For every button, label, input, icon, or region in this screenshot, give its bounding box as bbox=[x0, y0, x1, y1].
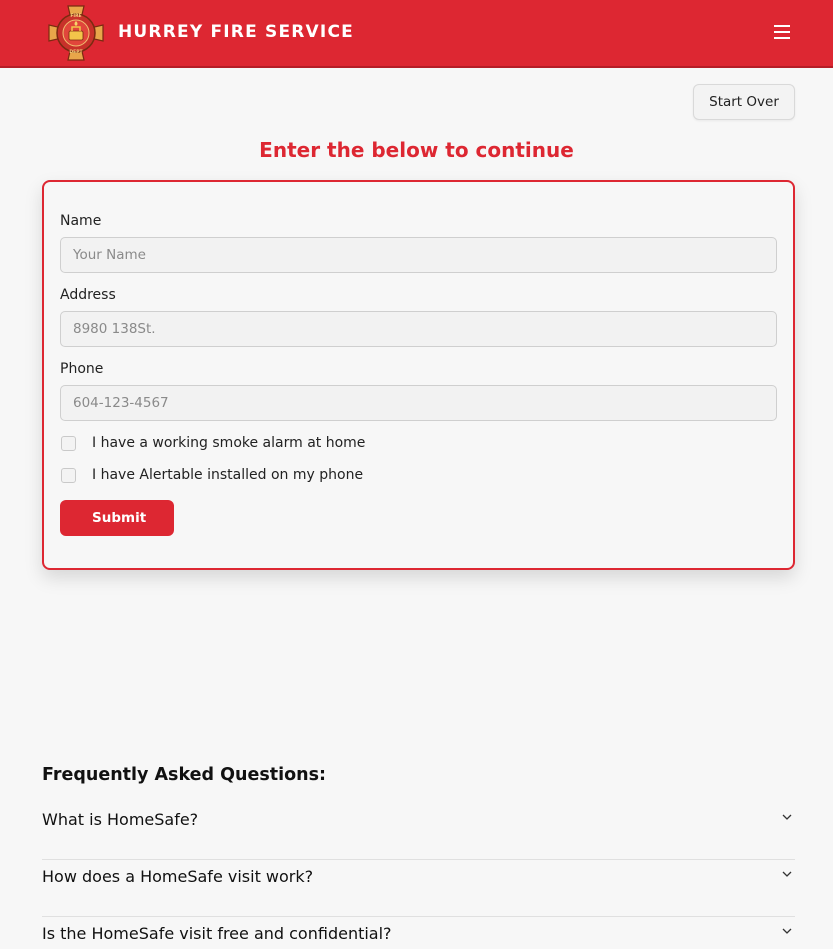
chevron-down-icon[interactable] bbox=[781, 811, 793, 823]
phone-input[interactable] bbox=[60, 385, 777, 421]
faq-question[interactable]: How does a HomeSafe visit work? bbox=[42, 867, 314, 886]
submit-button[interactable]: Submit bbox=[60, 500, 174, 536]
alertable-checkbox-label[interactable]: I have Alertable installed on my phone bbox=[92, 467, 364, 483]
contact-form-card bbox=[42, 180, 795, 570]
alertable-checkbox-row[interactable] bbox=[60, 465, 363, 485]
phone-label: Phone bbox=[60, 361, 104, 377]
name-label: Name bbox=[60, 213, 102, 229]
smoke-alarm-checkbox-row[interactable] bbox=[60, 433, 365, 453]
address-input[interactable] bbox=[60, 311, 777, 347]
name-input[interactable] bbox=[60, 237, 777, 273]
site-header bbox=[0, 0, 833, 68]
faq-item[interactable] bbox=[42, 917, 795, 949]
faq-item[interactable] bbox=[42, 803, 795, 860]
svg-text:FIRE: FIRE bbox=[70, 14, 82, 19]
chevron-down-icon[interactable] bbox=[781, 868, 793, 880]
address-label: Address bbox=[60, 287, 116, 303]
smoke-alarm-checkbox[interactable] bbox=[61, 436, 76, 451]
faq-question[interactable]: What is HomeSafe? bbox=[42, 810, 199, 829]
faq-title: Frequently Asked Questions: bbox=[42, 765, 327, 785]
faq-question[interactable]: Is the HomeSafe visit free and confidential? bbox=[42, 924, 392, 943]
smoke-alarm-checkbox-label[interactable]: I have a working smoke alarm at home bbox=[92, 435, 366, 451]
fire-department-badge-icon[interactable] bbox=[46, 3, 106, 63]
svg-text:DEPT: DEPT bbox=[69, 50, 83, 55]
hamburger-menu-icon[interactable] bbox=[772, 25, 794, 41]
start-over-button[interactable]: Start Over bbox=[693, 84, 795, 120]
form-heading: Enter the below to continue bbox=[259, 138, 574, 162]
site-brand[interactable]: HURREY FIRE SERVICE bbox=[118, 22, 354, 42]
alertable-checkbox[interactable] bbox=[61, 468, 76, 483]
faq-item[interactable] bbox=[42, 860, 795, 917]
chevron-down-icon[interactable] bbox=[781, 925, 793, 937]
